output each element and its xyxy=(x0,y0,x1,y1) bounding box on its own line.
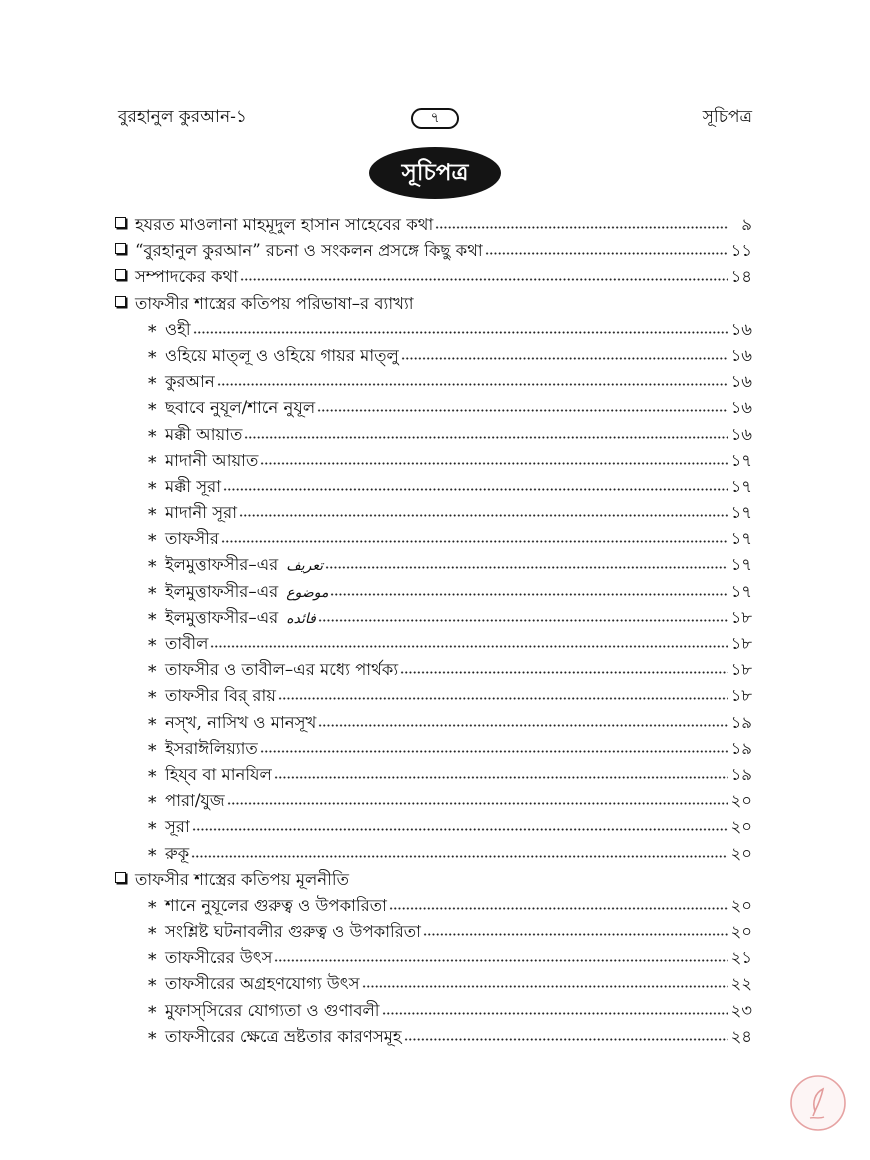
toc-subentry-page: ১৬ xyxy=(730,345,752,365)
dot-leader xyxy=(274,776,728,779)
toc-subentry-label: তাফসীরের উৎস xyxy=(165,948,273,968)
toc-subentry xyxy=(112,893,752,919)
asterisk-bullet: * xyxy=(148,819,157,840)
asterisk-bullet: * xyxy=(148,845,157,866)
toc-subentry-page: ২০ xyxy=(730,791,752,811)
toc-subentry-label: তাফসীরের ক্ষেত্রে ভ্রষ্টতার কারণসমূহ xyxy=(165,1026,402,1046)
asterisk-bullet: * xyxy=(148,321,157,342)
toc-subentry-label: ওহিয়ে মাত্‌লূ ও ওহিয়ে গায়র মাত্‌লু xyxy=(165,345,399,365)
toc-subentry-page: ২০ xyxy=(730,895,752,915)
toc-subentry-label: সূরা xyxy=(165,817,190,837)
toc-subentry-page: ১৬ xyxy=(730,372,752,392)
toc-subentry-page: ২১ xyxy=(730,948,752,968)
toc-subentry-label: মক্কী সূরা xyxy=(165,476,222,496)
toc-subentry-label: মক্কী আয়াত xyxy=(165,424,243,444)
toc-subentry xyxy=(112,814,752,840)
toc-subentry-label: কুরআন xyxy=(165,372,215,392)
dot-leader xyxy=(404,1038,728,1041)
page-title: সূচিপত্র xyxy=(369,147,501,199)
toc-section-heading-label: তাফসীর শাস্ত্রের কতিপয় মূলনীতি xyxy=(135,869,349,889)
toc-subentry xyxy=(112,841,752,867)
dot-leader xyxy=(260,462,727,465)
asterisk-bullet: * xyxy=(148,950,157,971)
toc-subentry xyxy=(112,710,752,736)
toc-subentry-page: ১৭ xyxy=(730,555,752,575)
toc-subentry xyxy=(112,448,752,474)
asterisk-bullet: * xyxy=(148,1002,157,1023)
asterisk-bullet: * xyxy=(148,505,157,526)
dot-leader xyxy=(192,828,728,831)
toc-subentry-page: ১৭ xyxy=(730,503,752,523)
asterisk-bullet: * xyxy=(148,347,157,368)
toc-subentry-page: ১৬ xyxy=(730,398,752,418)
toc-subentry-page: ১৮ xyxy=(730,660,752,680)
dot-leader xyxy=(317,409,727,412)
dot-leader xyxy=(435,226,729,229)
toc-subentry-label: তাফসীরের অগ্রহণযোগ্য উৎস xyxy=(165,974,360,994)
toc-subentry xyxy=(112,1024,752,1050)
toc-subentry-label: সংশ্লিষ্ট ঘটনাবলীর গুরুত্ব ও উপকারিতা xyxy=(165,922,421,942)
toc-subentry xyxy=(112,736,752,762)
toc-subentry xyxy=(112,526,752,552)
toc-section-heading xyxy=(112,291,752,317)
toc-section-heading xyxy=(112,867,752,893)
toc-subentry-page: ১৮ xyxy=(730,607,752,627)
asterisk-bullet: * xyxy=(148,452,157,473)
toc-subentry xyxy=(112,971,752,997)
asterisk-bullet: * xyxy=(148,766,157,787)
checkbox-square-icon xyxy=(115,243,126,254)
toc-subentry-label: ইলমুত্তাফসীর–এর xyxy=(165,555,279,575)
toc-subentry xyxy=(112,343,752,369)
dot-leader xyxy=(362,985,728,988)
asterisk-bullet: * xyxy=(148,714,157,735)
toc-section-heading-label: তাফসীর শাস্ত্রের কতিপয় পরিভাষা–র ব্যাখ্যা xyxy=(135,293,414,313)
dot-leader xyxy=(223,488,728,491)
toc-subentry-label: হিয্‌ব বা মানযিল xyxy=(165,764,272,784)
toc-entry-label: “বুরহানুল কুরআন” রচনা ও সংকলন প্রসঙ্গে কিছু কথা xyxy=(135,241,483,261)
dot-leader xyxy=(325,566,728,569)
quill-circle-logo-icon xyxy=(789,1074,847,1132)
toc-entry-page: ৯ xyxy=(741,215,752,234)
dot-leader xyxy=(217,383,728,386)
toc-subentry-page: ২৪ xyxy=(730,1026,752,1046)
toc-subentry xyxy=(112,998,752,1024)
dot-leader xyxy=(191,855,727,858)
toc-subentry-label: নস্‌খ, নাসিখ ও মানসূখ xyxy=(165,712,317,732)
dot-leader xyxy=(400,671,727,674)
asterisk-bullet: * xyxy=(148,740,157,761)
toc-subentry-label: তাবীল xyxy=(165,634,209,653)
toc-subentry-page: ১৭ xyxy=(730,476,752,496)
toc-subentry xyxy=(112,579,752,605)
toc-subentry-page: ১৯ xyxy=(730,712,752,732)
toc-subentry-page: ২০ xyxy=(730,817,752,837)
dot-leader xyxy=(260,750,728,753)
toc-subentry-label: তাফসীর xyxy=(165,529,219,549)
toc-subentry xyxy=(112,945,752,971)
dot-leader xyxy=(401,357,728,360)
dot-leader xyxy=(240,278,728,281)
asterisk-bullet: * xyxy=(148,897,157,918)
dot-leader xyxy=(389,907,728,910)
toc-subentry-label: মাদানী আয়াত xyxy=(165,450,259,470)
toc-subentry-label: শানে নুযূলের গুরুত্ব ও উপকারিতা xyxy=(165,895,387,915)
toc-subentry xyxy=(112,788,752,814)
toc-entry xyxy=(112,212,752,238)
asterisk-bullet: * xyxy=(148,793,157,814)
toc-subentry xyxy=(112,552,752,578)
toc-subentry xyxy=(112,605,752,631)
toc-subentry-page: ১৮ xyxy=(730,686,752,706)
toc-subentry-page: ১৬ xyxy=(730,319,752,339)
dot-leader xyxy=(330,593,727,596)
toc-entry xyxy=(112,264,752,290)
page-number-badge: ৭ xyxy=(411,108,459,129)
toc-subentry-page: ১৭ xyxy=(730,581,752,601)
toc-subentry-label: পারা/যুজ xyxy=(165,791,225,811)
toc-subentry-label: তাফসীর ও তাবীল–এর মধ্যে পার্থক্য xyxy=(165,660,399,680)
toc-subentry xyxy=(112,631,752,657)
toc-subentry-label: মাদানী সূরা xyxy=(165,503,237,523)
toc-subentry-page: ১৭ xyxy=(730,529,752,549)
asterisk-bullet: * xyxy=(148,374,157,395)
asterisk-bullet: * xyxy=(148,531,157,552)
toc-subentry xyxy=(112,762,752,788)
asterisk-bullet: * xyxy=(148,583,157,604)
toc-subentry-page: ১৭ xyxy=(730,450,752,470)
dot-leader xyxy=(318,724,727,727)
dot-leader xyxy=(382,1012,728,1015)
toc-subentry-label: ইলমুত্তাফসীর–এর xyxy=(165,581,279,601)
toc-entry-label: হযরত মাওলানা মাহমূদুল হাসান সাহেবের কথা xyxy=(135,215,434,234)
toc-subentry-label: মুফাস্‌সিরের যোগ্যতা ও গুণাবলী xyxy=(165,1000,380,1020)
toc-subentry xyxy=(112,500,752,526)
toc-subentry-page: ১৮ xyxy=(730,634,752,653)
toc-subentry xyxy=(112,395,752,421)
toc-subentry-label: ইলমুত্তাফসীর–এর xyxy=(165,607,279,627)
toc-subentry-label: তাফসীর বির্ রায় xyxy=(165,686,276,706)
dot-leader xyxy=(278,697,728,700)
arabic-term: فائده xyxy=(286,610,316,627)
asterisk-bullet: * xyxy=(148,478,157,499)
toc-entry-page: ১১ xyxy=(730,241,752,261)
toc-subentry xyxy=(112,369,752,395)
running-header-book-title: বুরহানুল কুরআন-১ xyxy=(118,107,247,127)
dot-leader xyxy=(274,959,727,962)
dot-leader xyxy=(239,514,728,517)
asterisk-bullet: * xyxy=(148,426,157,447)
toc-entry xyxy=(112,238,752,264)
toc-subentry xyxy=(112,317,752,343)
toc-subentry-label: ওহী xyxy=(165,319,191,339)
toc-subentry-label: ছবাবে নুযূল/শানে নুযূল xyxy=(165,398,316,418)
dot-leader xyxy=(221,540,728,543)
asterisk-bullet: * xyxy=(148,636,157,656)
checkbox-square-icon xyxy=(115,296,126,307)
toc-subentry-page: ১৬ xyxy=(730,424,752,444)
running-header-section-title: সূচিপত্র xyxy=(702,107,752,127)
asterisk-bullet: * xyxy=(148,400,157,421)
dot-leader xyxy=(210,645,727,648)
toc-subentry-label: রুকূ xyxy=(165,843,190,863)
dot-leader xyxy=(423,933,728,936)
toc-entry-label: সম্পাদকের কথা xyxy=(135,267,238,287)
toc-subentry-label: ইসরাঈলিয়্যাত xyxy=(165,738,258,758)
asterisk-bullet: * xyxy=(148,1028,157,1049)
toc-subentry-page: ২০ xyxy=(730,843,752,863)
toc-subentry-page: ১৯ xyxy=(730,738,752,758)
dot-leader xyxy=(244,436,727,439)
toc-entry-page: ১৪ xyxy=(730,267,752,287)
toc-subentry xyxy=(112,683,752,709)
table-of-contents xyxy=(112,212,752,1050)
dot-leader xyxy=(227,802,728,805)
arabic-term: تعريف xyxy=(286,558,324,575)
asterisk-bullet: * xyxy=(148,976,157,997)
dot-leader xyxy=(318,619,728,622)
toc-subentry-page: ১৯ xyxy=(730,764,752,784)
asterisk-bullet: * xyxy=(148,662,157,683)
asterisk-bullet: * xyxy=(148,688,157,709)
toc-subentry-page: ২২ xyxy=(730,974,752,994)
asterisk-bullet: * xyxy=(148,609,157,630)
asterisk-bullet: * xyxy=(148,924,157,945)
dot-leader xyxy=(485,252,728,255)
checkbox-square-icon xyxy=(115,269,126,280)
checkbox-square-icon xyxy=(115,217,126,228)
toc-subentry xyxy=(112,422,752,448)
toc-subentry xyxy=(112,657,752,683)
toc-subentry xyxy=(112,919,752,945)
toc-subentry xyxy=(112,474,752,500)
arabic-term: موضوع xyxy=(286,584,329,601)
toc-subentry-page: ২০ xyxy=(730,922,752,942)
asterisk-bullet: * xyxy=(148,557,157,578)
toc-subentry-page: ২৩ xyxy=(730,1000,752,1020)
checkbox-square-icon xyxy=(115,872,126,883)
dot-leader xyxy=(193,331,728,334)
